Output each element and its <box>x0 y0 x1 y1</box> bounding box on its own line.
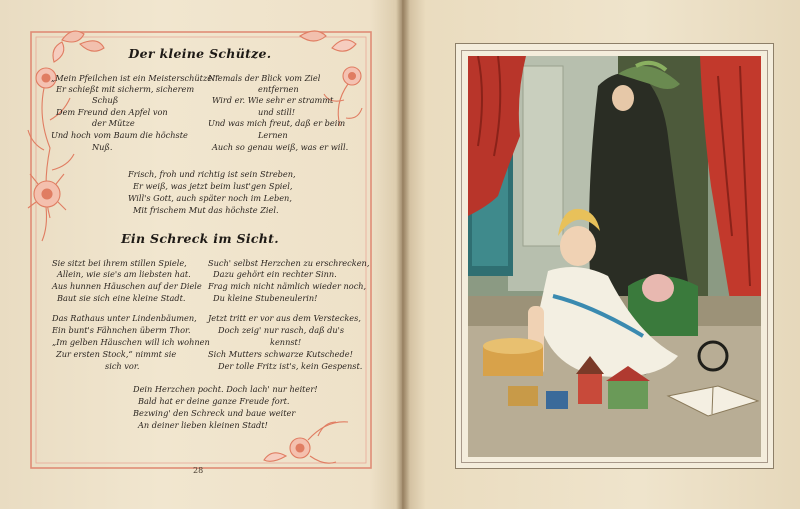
illustration-plate <box>468 56 761 457</box>
girl-with-toy-town-illustration <box>468 56 761 457</box>
poem-line: Sich Mutters schwarze Kutschede! <box>208 349 353 359</box>
poem-line: Ein bunt's Fähnchen überm Thor. <box>52 325 191 335</box>
poem-line: Niemals der Blick vom Ziel <box>208 73 321 83</box>
poem-line: Das Rathaus unter Lindenbäumen, <box>52 313 197 323</box>
poem-line: Doch zeig' nur rasch, daß du's <box>218 325 345 335</box>
poem-line: Wird er. Wie sehr er strammt <box>212 95 334 105</box>
poem-line: Dein Herzchen pocht. Doch lach' nur heiter! <box>133 384 318 394</box>
poem-line: Nuß. <box>92 142 113 152</box>
poem-line: Der tolle Fritz ist's, kein Gespenst. <box>218 361 363 371</box>
poem-line: Frisch, froh und richtig ist sein Streben, <box>128 169 296 179</box>
poem-line: Bezwing' den Schreck und baue weiter <box>133 408 296 418</box>
poem-line: Zur ersten Stock,“ nimmt sie <box>56 349 177 359</box>
poem-line: Allein, wie sie's am liebsten hat. <box>57 269 191 279</box>
flower-icon <box>264 422 348 463</box>
poem-line: Mit frischem Mut das höchste Ziel. <box>133 205 279 215</box>
poem-line: Bald hat er deine ganze Freude fort. <box>138 396 290 406</box>
poem-line: Er schießt mit sicherm, sicherem <box>56 84 195 94</box>
poem-line: sich vor. <box>105 361 140 371</box>
poem-line: und still! <box>258 107 296 117</box>
poem-line: Sie sitzt bei ihrem stillen Spiele, <box>52 258 187 268</box>
poem-line: Frag mich nicht nämlich wieder noch, <box>208 281 367 291</box>
poem-line: Schuß <box>92 95 119 105</box>
poem-line: entfernen <box>258 84 299 94</box>
poem-line: „Im gelben Häuschen will ich wohnen <box>52 337 210 347</box>
poem-line: Such' selbst Herzchen zu erschrecken, <box>208 258 370 268</box>
poem-line: Dem Freund den Apfel von <box>56 107 168 117</box>
poem-line: Lernen <box>258 130 288 140</box>
page-number: 28 <box>193 466 204 475</box>
poem-line: Baut sie sich eine kleine Stadt. <box>57 293 186 303</box>
poem-line: Will's Gott, auch später noch im Leben, <box>128 193 292 203</box>
poem1-title: Der kleine Schütze. <box>128 46 272 61</box>
poem-line: An deiner lieben kleinen Stadt! <box>138 420 268 430</box>
poem-line: Er weiß, was jetzt beim lust'gen Spiel, <box>133 181 293 191</box>
book-gutter <box>396 0 410 509</box>
poem-line: Und hoch vom Baum die höchste <box>51 130 188 140</box>
poem-line: „Mein Pfeilchen ist ein Meisterschütze!“ <box>51 73 220 83</box>
poem-line: der Mütze <box>92 118 135 128</box>
poem-line: Und was mich freut, daß er beim <box>208 118 346 128</box>
poem-line: Dazu gehört ein rechter Sinn. <box>213 269 337 279</box>
poem-line: Du kleine Stubeneulerin! <box>213 293 318 303</box>
poem2-title: Ein Schreck im Sicht. <box>121 231 279 246</box>
poem-line: Auch so genau weiß, was er will. <box>212 142 349 152</box>
poem-line: Aus hunnen Häuschen auf der Diele <box>52 281 202 291</box>
poem-line: Jetzt tritt er vor aus dem Versteckes, <box>208 313 361 323</box>
poem-line: kennst! <box>270 337 302 347</box>
